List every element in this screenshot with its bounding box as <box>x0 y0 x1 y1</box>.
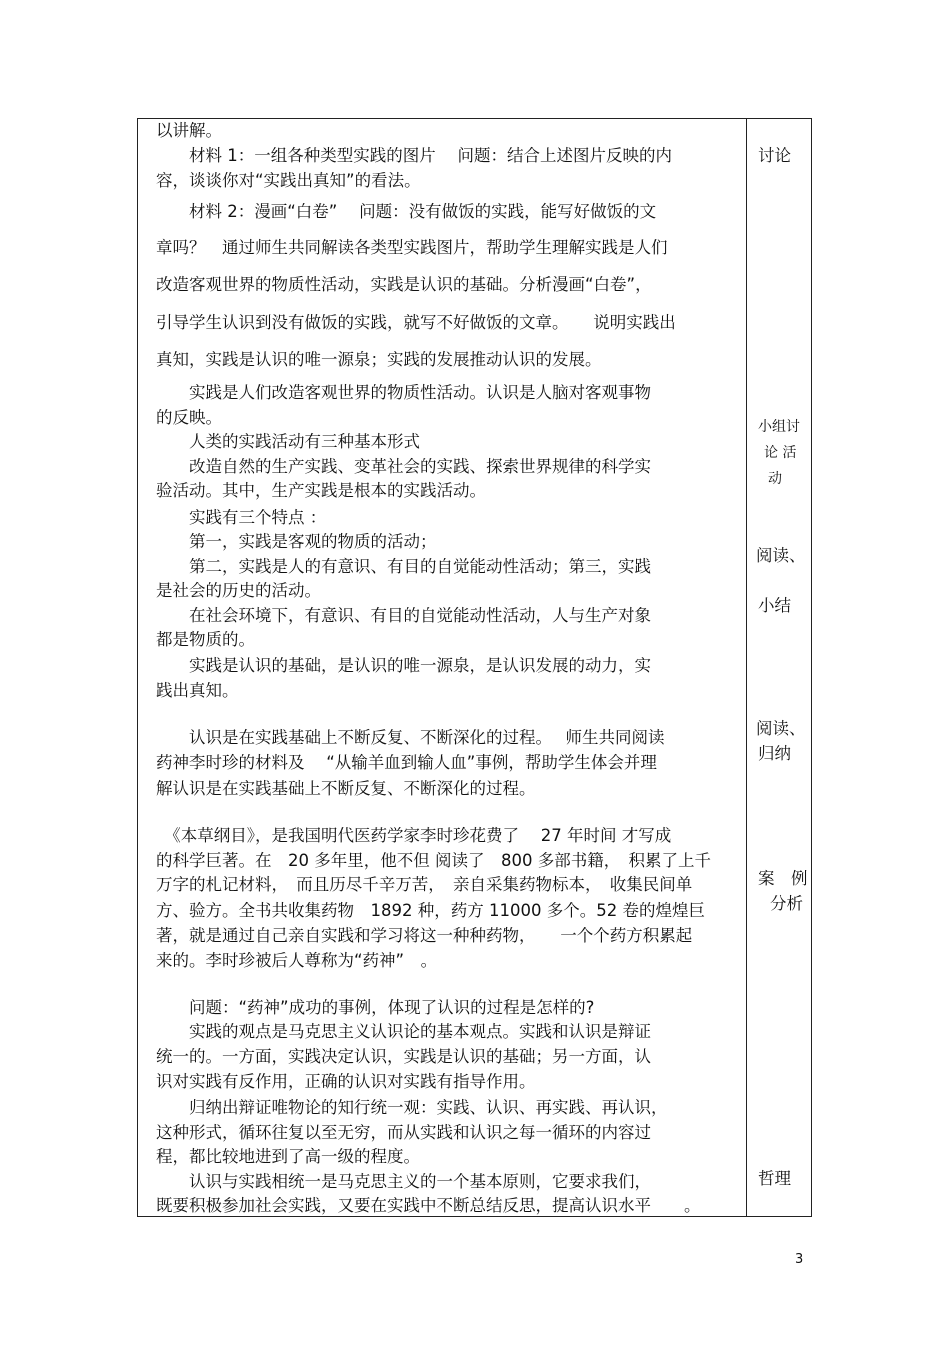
main-text-line: 认识是在实践基础上不断反复、不断深化的过程。 师生共同阅读 <box>156 728 665 747</box>
main-text-line: 改造自然的生产实践、变革社会的实践、探索世界规律的科学实 <box>156 457 651 476</box>
main-text-line: 是社会的历史的活动。 <box>156 581 321 600</box>
side-label-summary: 小结 <box>758 596 791 615</box>
main-text-line: 问题：“药神”成功的事例，体现了认识的过程是怎样的? <box>156 998 595 1017</box>
page-number: 3 <box>795 1252 804 1267</box>
main-text-line: 识对实践有反作用，正确的认识对实践有指导作用。 <box>156 1072 536 1091</box>
main-text-line: 真知，实践是认识的唯一源泉；实践的发展推动认识的发展。 <box>156 350 602 369</box>
side-label-induction: 归纳 <box>758 744 791 763</box>
main-text-line: 以讲解。 <box>156 121 222 140</box>
main-text-line: 章吗？ 通过师生共同解读各类型实践图片，帮助学生理解实践是人们 <box>156 238 668 257</box>
main-text-line: 程，都比较地进到了高一级的程度。 <box>156 1147 420 1166</box>
main-text-line: 的反映。 <box>156 408 222 427</box>
main-text-line: 人类的实践活动有三种基本形式 <box>156 432 420 451</box>
side-label-discussion: 讨论 <box>758 146 791 165</box>
main-text-line: 认识与实践相统一是马克思主义的一个基本原则，它要求我们， <box>156 1172 651 1191</box>
side-label-group-1: 小组讨 <box>758 419 800 435</box>
main-text-line: 的科学巨著。在 20 多年里，他不但 阅读了 800 多部书籍， 积累了上千 <box>156 851 711 870</box>
main-text-line: 容，谈谈你对“实践出真知”的看法。 <box>156 171 421 190</box>
main-text-line: 材料 2：漫画“白卷” 问题：没有做饭的实践，能写好做饭的文 <box>156 202 657 221</box>
main-text-line: 方、验方。全书共收集药物 1892 种，药方 11000 多个。52 卷的煌煌巨 <box>156 901 705 920</box>
main-text-line: 既要积极参加社会实践，又要在实践中不断总结反思，提高认识水平 。 <box>156 1196 701 1215</box>
main-text-line: 来的。李时珍被后人尊称为“药神” 。 <box>156 951 438 970</box>
column-divider <box>746 119 747 1216</box>
side-label-case: 案 例 <box>758 869 808 888</box>
main-text-line: 验活动。其中，生产实践是根本的实践活动。 <box>156 481 486 500</box>
main-text-line: 材料 1：一组各种类型实践的图片 问题：结合上述图片反映的内 <box>156 146 672 165</box>
main-text-line: 实践有三个特点 ： <box>156 508 327 527</box>
main-text-line: 这种形式，循环往复以至无穷，而从实践和认识之每一循环的内容过 <box>156 1123 651 1142</box>
main-text-line: 实践是人们改造客观世界的物质性活动。认识是人脑对客观事物 <box>156 383 651 402</box>
main-text-line: 归纳出辩证唯物论的知行统一观：实践、认识、再实践、再认识， <box>156 1098 668 1117</box>
main-text-line: 第一，实践是客观的物质的活动； <box>156 532 437 551</box>
main-text-line: 改造客观世界的物质性活动，实践是认识的基础。分析漫画“白卷”， <box>156 275 652 294</box>
main-text-line: 实践是认识的基础，是认识的唯一源泉，是认识发展的动力，实 <box>156 656 651 675</box>
side-label-read-1: 阅读、 <box>756 546 806 565</box>
main-text-line: 在社会环境下，有意识、有目的自觉能动性活动，人与生产对象 <box>156 606 651 625</box>
main-text-line: 践出真知。 <box>156 681 239 700</box>
main-text-line: 统一的。一方面，实践决定认识，实践是认识的基础；另一方面，认 <box>156 1047 651 1066</box>
side-label-analysis: 分析 <box>770 894 803 913</box>
main-text-line: 第二，实践是人的有意识、有目的自觉能动性活动；第三，实践 <box>156 557 651 576</box>
main-text-line: 万字的札记材料， 而且历尽千辛万苦， 亲自采集药物标本， 收集民间单 <box>156 875 693 894</box>
side-label-philosophy: 哲理 <box>758 1169 791 1188</box>
main-text-line: 著，就是通过自己亲自实践和学习将这一种种药物， 一个个药方积累起 <box>156 926 693 945</box>
side-label-read-2: 阅读、 <box>756 719 806 738</box>
main-text-line: 《本草纲目》，是我国明代医药学家李时珍花费了 27 年时间 才写成 <box>156 826 672 845</box>
lesson-plan-table <box>137 118 812 1217</box>
side-label-group-2: 论 活 <box>764 445 797 461</box>
main-text-line: 解认识是在实践基础上不断反复、不断深化的过程。 <box>156 779 536 798</box>
main-text-line: 引导学生认识到没有做饭的实践，就写不好做饭的文章。 说明实践出 <box>156 313 676 332</box>
main-text-line: 药神李时珍的材料及 “从输羊血到输人血”事例，帮助学生体会并理 <box>156 753 657 772</box>
main-text-line: 都是物质的。 <box>156 630 255 649</box>
main-text-line: 实践的观点是马克思主义认识论的基本观点。实践和认识是辩证 <box>156 1022 651 1041</box>
side-label-group-3: 动 <box>768 471 782 487</box>
